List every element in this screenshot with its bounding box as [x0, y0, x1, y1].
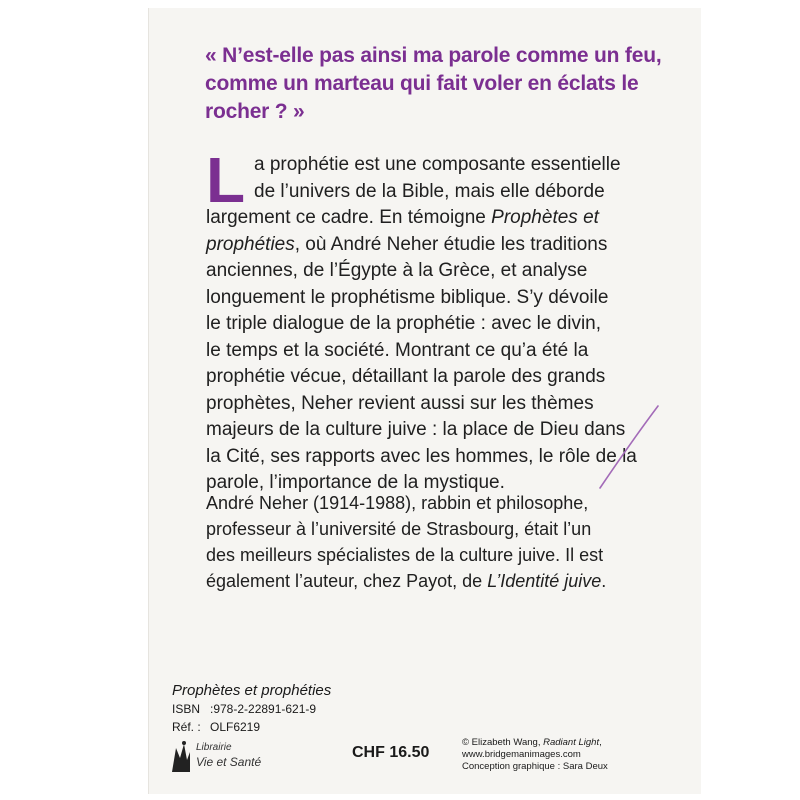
quote-line: comme un marteau qui fait voler en éclats le: [205, 72, 639, 95]
decorative-brush-stroke: [598, 404, 660, 490]
description-line: prophétie vécue, détaillant la parole des grands: [206, 366, 606, 387]
epigraph-quote: [205, 42, 675, 126]
description-line: de l’univers de la Bible, mais elle déborde: [254, 180, 605, 202]
author-bio: [206, 490, 666, 594]
bookshop-name-line: Vie et Santé: [196, 755, 262, 769]
drop-cap-letter: L: [206, 144, 246, 216]
bookshop-name: [196, 742, 261, 768]
credit-copyright: © Elizabeth Wang,: [462, 737, 544, 748]
credit-design: Conception graphique : Sara Deux: [462, 761, 608, 772]
isbn-value: :978-2-22891-621-9: [210, 702, 317, 716]
bookshop-name-line: Librairie: [196, 742, 232, 753]
description-line: [206, 232, 666, 259]
description-line: la Cité, ses rapports avec les hommes, le rôle de la: [206, 445, 637, 467]
bio-line: [206, 568, 666, 594]
description-line: [206, 205, 666, 232]
footer-book-title: Prophètes et prophéties: [172, 682, 332, 699]
description-line: le triple dialogue de la prophétie : avec le divin,: [206, 313, 602, 334]
bio-line: André Neher (1914-1988), rabbin et philosophe,: [206, 493, 589, 513]
description-line: a prophétie est une composante essentielle: [254, 154, 621, 175]
ref-value: OLF6219: [210, 720, 261, 734]
description-line: prophètes, Neher revient aussi sur les thèmes: [206, 392, 594, 414]
image-credits: [462, 737, 662, 773]
quote-line: rocher ? »: [205, 100, 305, 123]
description-text: largement ce cadre. En témoigne: [206, 207, 492, 228]
credit-line: [462, 737, 662, 749]
credit-website: www.bridgemanimages.com: [462, 749, 581, 760]
bio-text: également l’auteur, chez Payot, de: [206, 571, 488, 591]
book-description: [206, 144, 666, 497]
price-tag: CHF 16.50: [352, 744, 430, 761]
bio-line: des meilleurs spécialistes de la culture juive. Il est: [206, 545, 604, 565]
description-text: , où André Neher étudie les traditions: [294, 233, 608, 255]
credit-comma: ,: [599, 737, 602, 748]
isbn-label: ISBN: [172, 702, 201, 716]
bio-line: professeur à l’université de Strasbourg, était l’un: [206, 519, 592, 539]
description-line: majeurs de la culture juive : la place de Dieu dans: [206, 419, 626, 440]
book-title-italic: prophéties: [206, 233, 295, 255]
description-line: parole, l’importance de la mystique.: [206, 472, 505, 493]
isbn-row: [172, 702, 316, 716]
book-title-italic: Prophètes et: [491, 207, 599, 228]
bookshop-logo-icon: [168, 740, 194, 774]
description-line: longuement le prophétisme biblique. S’y dévoile: [206, 286, 609, 308]
bio-text: .: [601, 571, 607, 591]
credit-artwork-title: Radiant Light: [543, 737, 600, 748]
description-line: le temps et la société. Montrant ce qu’a été la: [206, 339, 589, 361]
ref-row: [172, 720, 260, 734]
quote-line: « N’est-elle pas ainsi ma parole comme un feu,: [205, 44, 662, 67]
ref-label: Réf. :: [172, 720, 201, 734]
description-line: anciennes, de l’Égypte à la Grèce, et analyse: [206, 260, 588, 281]
related-book-title: L’Identité juive: [487, 571, 602, 591]
